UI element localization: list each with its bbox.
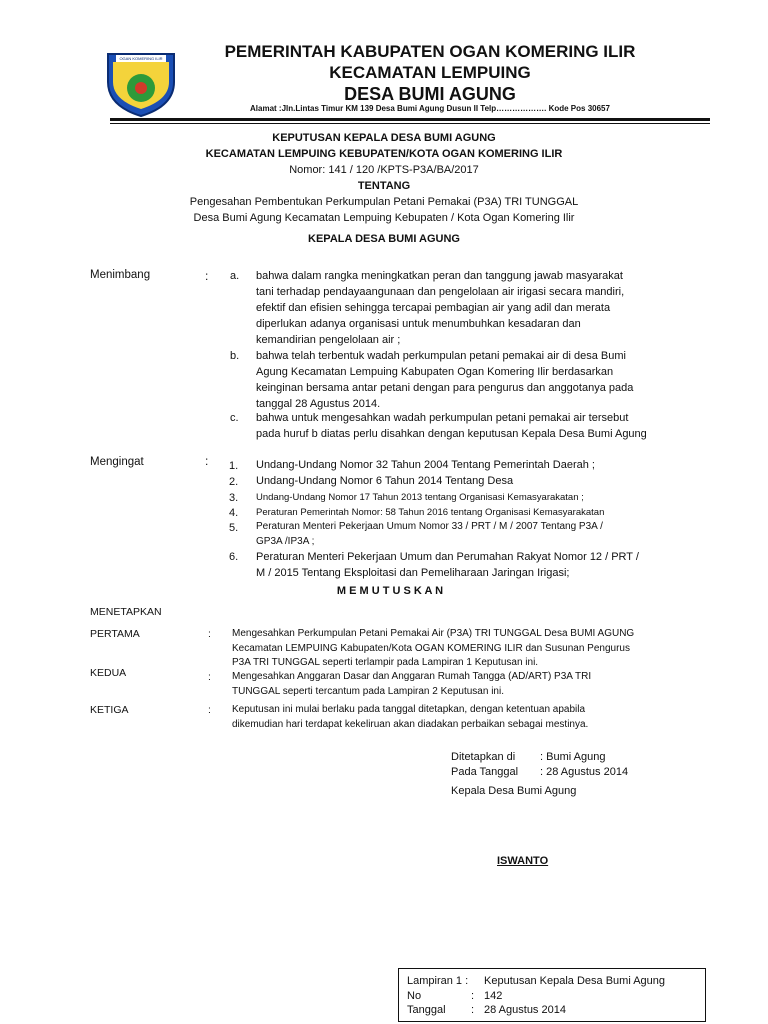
pertama-text [232, 627, 707, 671]
decree-head: KEPALA DESA BUMI AGUNG [308, 233, 460, 245]
lampiran-row-2-colon: : [471, 990, 475, 1002]
menimbang-a-line-5: kemandirian pengelolaan air ; [256, 334, 401, 346]
memutuskan-heading: M E M U T U S K A N [336, 585, 444, 597]
menimbang-a-line-1: bahwa dalam rangka meningkatkan peran dan tanggung jawab masyarakat [256, 270, 623, 282]
menimbang-a-line-2: tani terhadap pendayaangunaan dan pengelolaan air irigasi secara mandiri, [256, 286, 625, 298]
ketiga-label: KETIGA [90, 704, 129, 716]
kedua-text [232, 670, 707, 699]
kedua-line-1: Mengesahkan Anggaran Dasar dan Anggaran Rumah Tangga (AD/ART) P3A TRI [232, 671, 592, 682]
header-line-3: DESA BUMI AGUNG [344, 84, 516, 104]
lampiran-row-1-label: Lampiran 1 : [407, 975, 469, 987]
ketiga-line-1: Keputusan ini mulai berlaku pada tanggal ditetapkan, dengan ketentuan apabila [232, 704, 586, 715]
decree-subject-1: Pengesahan Pembentukan Perkumpulan Petani Pemakai (P3A) TRI TUNGGAL [189, 196, 579, 208]
kedua-colon: : [208, 671, 211, 683]
menimbang-c-line-2: pada huruf b diatas perlu disahkan dengan keputusan Kepala Desa Bumi Agung [256, 428, 647, 440]
header-rule-thick [110, 118, 710, 121]
menimbang-a-line-4: diperlukan adanya organisasi untuk menumbuhkan kesadaran dan [256, 318, 581, 330]
ditetapkan-value: : Bumi Agung [540, 751, 606, 763]
mengingat-marker-2: 2. [229, 476, 239, 488]
menimbang-marker-c: c. [230, 412, 239, 424]
lampiran-row-3-label: Tanggal [407, 1004, 446, 1016]
menimbang-marker-a: a. [230, 270, 240, 282]
decree-subject-2: Desa Bumi Agung Kecamatan Lempuing Kebupaten / Kota Ogan Komering Ilir [193, 212, 575, 224]
pertama-line-2: Kecamatan LEMPUING Kabupaten/Kota OGAN KOMERING ILIR dan Susunan Pengurus [232, 642, 630, 654]
pertama-line-1: Mengesahkan Perkumpulan Petani Pemakai Air (P3A) TRI TUNGGAL Desa BUMI AGUNG [232, 628, 635, 639]
lampiran-row-2-label: No [407, 990, 422, 1002]
address-line: Alamat :Jln.Lintas Timur KM 139 Desa Bumi Agung Dusun II Telp………………. Kode Pos 30657 [250, 104, 610, 113]
header-line-1: PEMERINTAH KABUPATEN OGAN KOMERING ILIR [224, 42, 636, 61]
lampiran-row-3-value: 28 Agustus 2014 [484, 1004, 566, 1016]
lampiran-row-2-value: 142 [484, 990, 503, 1002]
decree-tentang: TENTANG [357, 180, 411, 192]
mengingat-marker-1: 1. [229, 460, 239, 472]
mengingat-6-line-1: Peraturan Menteri Pekerjaan Umum dan Perumahan Rakyat Nomor 12 / PRT / [256, 551, 639, 563]
menimbang-marker-b: b. [230, 350, 240, 362]
menimbang-b-line-1: bahwa telah terbentuk wadah perkumpulan petani pemakai air di desa Bumi [256, 350, 626, 362]
pertama-label: PERTAMA [90, 628, 140, 640]
menimbang-colon: : [205, 269, 209, 283]
mengingat-item-6 [256, 549, 699, 581]
menimbang-item-c [256, 410, 699, 442]
signature-title: Kepala Desa Bumi Agung [451, 785, 577, 797]
mengingat-marker-4: 4. [229, 507, 239, 519]
menimbang-a-line-3: efektif dan efisien sehingga tercapai pembagian air yang adil dan merata [256, 302, 611, 314]
logo-text: OGAN KOMERING ILIR [119, 56, 163, 61]
decree-title-2: KECAMATAN LEMPUING KEBUPATEN/KOTA OGAN KOMERING ILIR [205, 148, 563, 160]
mengingat-6-line-2: M / 2015 Tentang Eksploitasi dan Pemeliharaan Jaringan Irigasi; [256, 567, 570, 579]
lampiran-box [398, 968, 706, 1022]
menimbang-label: Menimbang [90, 269, 151, 281]
kedua-line-2: TUNGGAL seperti tercantum pada Lampiran 2 Keputusan ini. [232, 685, 504, 697]
kedua-label: KEDUA [90, 667, 127, 679]
header-line-2: KECAMATAN LEMPUING [329, 63, 531, 82]
ditetapkan-label: Ditetapkan di [451, 751, 516, 763]
decree-title-1: KEPUTUSAN KEPALA DESA BUMI AGUNG [272, 132, 496, 144]
tanggal-label: Pada Tanggal [451, 766, 519, 778]
mengingat-marker-5: 5. [229, 522, 239, 534]
menimbang-item-a [256, 268, 699, 348]
ketiga-line-2: dikemudian hari terdapat kekeliruan akan diadakan perbaikan sebagai mestinya. [232, 718, 589, 730]
pertama-colon: : [208, 628, 211, 640]
lampiran-row-1-value: Keputusan Kepala Desa Bumi Agung [484, 975, 666, 987]
pertama-line-3: P3A TRI TUNGGAL seperti terlampir pada Lampiran 1 Keputusan ini. [232, 657, 539, 668]
mengingat-5-line-1: Peraturan Menteri Pekerjaan Umum Nomor 33 / PRT / M / 2007 Tentang P3A / [256, 521, 603, 532]
mengingat-colon: : [205, 454, 209, 468]
mengingat-item-4: Peraturan Pemerintah Nomor: 58 Tahun 2016 tentang Organisasi Kemasyarakatan [256, 507, 605, 518]
mengingat-marker-3: 3. [229, 492, 239, 504]
lampiran-row-3-colon: : [471, 1004, 475, 1016]
menimbang-b-line-3: keinginan bersama antar petani dengan para pengurus dan anggotanya pada [256, 382, 634, 394]
header-rule-thin [110, 123, 710, 124]
menimbang-b-line-2: Agung Kecamatan Lempuing Kabupaten Ogan Komering Ilir berdasarkan [256, 366, 614, 378]
decree-number: Nomor: 141 / 120 /KPTS-P3A/BA/2017 [289, 164, 479, 176]
menimbang-b-line-4: tanggal 28 Agustus 2014. [256, 398, 381, 410]
mengingat-item-2: Undang-Undang Nomor 6 Tahun 2014 Tentang Desa [256, 475, 514, 487]
menetapkan-label: MENETAPKAN [90, 606, 162, 618]
mengingat-item-5 [256, 520, 699, 549]
mengingat-item-1: Undang-Undang Nomor 32 Tahun 2004 Tentang Pemerintah Daerah ; [256, 459, 595, 471]
ketiga-text [232, 703, 707, 732]
mengingat-label: Mengingat [90, 456, 144, 468]
tanggal-value: : 28 Agustus 2014 [540, 766, 629, 778]
signature-name: ISWANTO [497, 855, 549, 867]
menimbang-c-line-1: bahwa untuk mengesahkan wadah perkumpulan petani pemakai air tersebut [256, 412, 629, 424]
ketiga-colon: : [208, 704, 211, 716]
mengingat-5-line-2: GP3A /IP3A ; [256, 535, 315, 547]
mengingat-marker-6: 6. [229, 551, 239, 563]
mengingat-item-3: Undang-Undang Nomor 17 Tahun 2013 tentang Organisasi Kemasyarakatan ; [256, 492, 584, 503]
menimbang-item-b [256, 348, 699, 412]
